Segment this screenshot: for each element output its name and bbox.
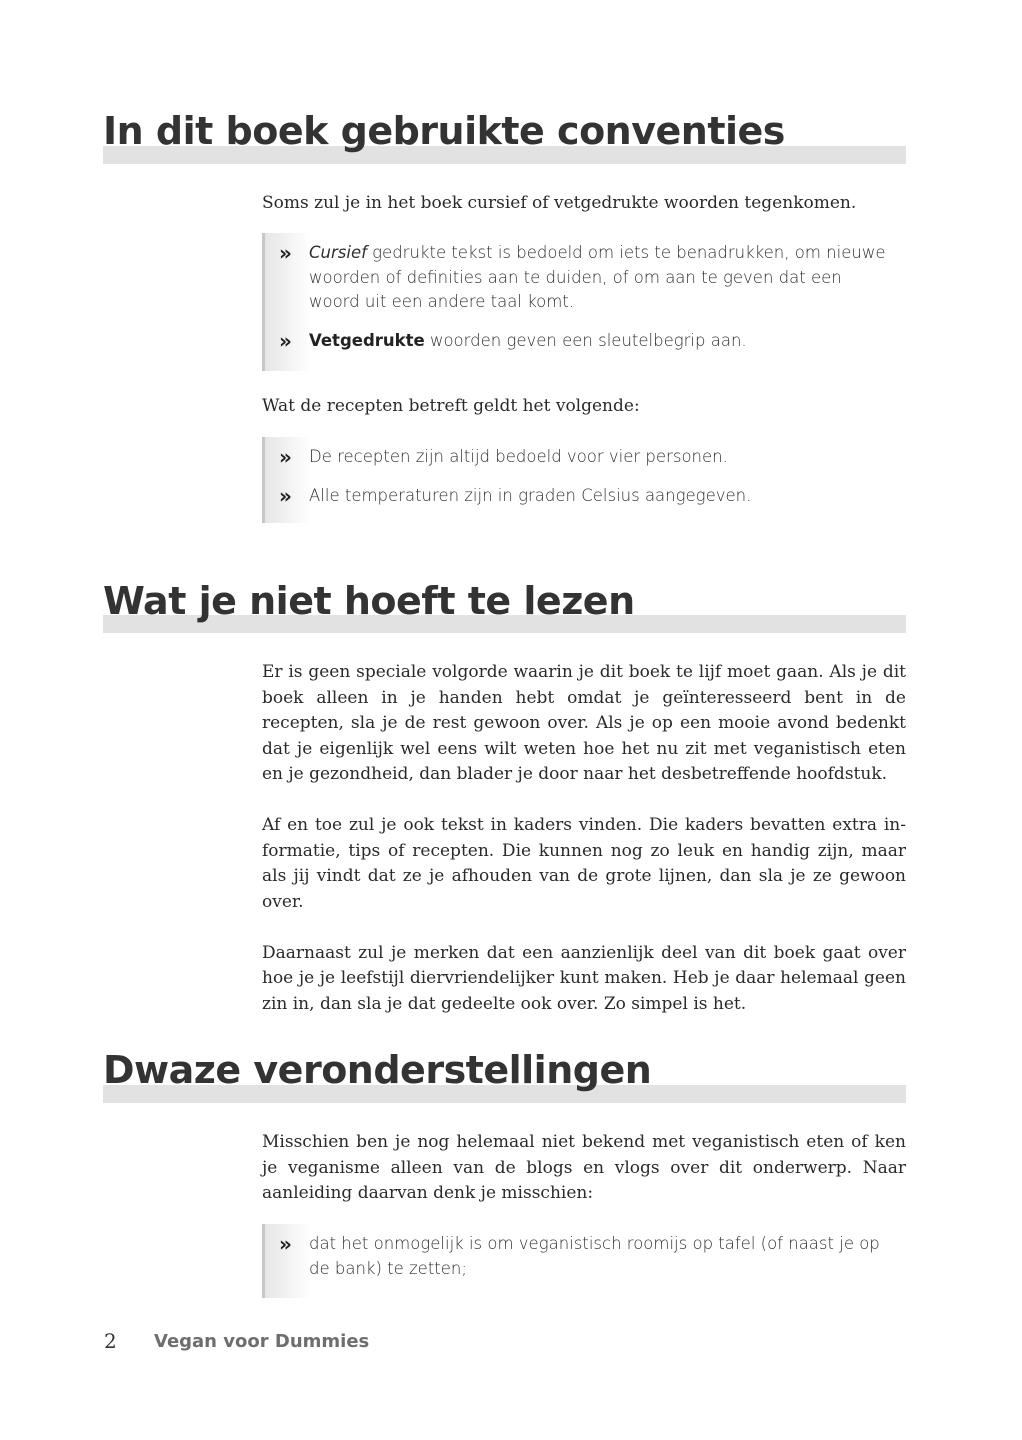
recipes-list	[262, 437, 902, 523]
bold-term: Vetgedrukte	[309, 330, 425, 350]
section-heading-not-to-read: Wat je niet hoeft te lezen	[103, 579, 635, 623]
list-item-text: woorden geven een sleutelbegrip aan.	[424, 330, 747, 350]
page-number: 2	[104, 1329, 117, 1353]
italic-term: Cursief	[309, 243, 367, 262]
assumptions-body	[262, 1130, 906, 1207]
list-item-text: De recepten zijn altijd bedoeld voor vier personen.	[309, 447, 728, 466]
list-item	[265, 1232, 902, 1281]
list-item-text: dat het onmogelijk is om veganistisch roomijs op tafel (of naast je op de bank) te zetten;	[309, 1234, 880, 1278]
list-item-text: gedrukte tekst is bedoeld om iets te benadrukken, om nieuwe woorden of definities aan te duiden, of om aan te geven dat een woord uit een andere taal komt.	[309, 243, 886, 311]
list-item	[265, 445, 902, 470]
section-heading-conventions: In dit boek gebruikte conventies	[103, 109, 785, 153]
section-heading-assumptions: Dwaze veronderstellingen	[103, 1048, 652, 1092]
double-chevron-icon: »	[279, 328, 292, 353]
list-item	[265, 329, 902, 354]
assumptions-list	[262, 1224, 902, 1298]
paragraph: Af en toe zul je ook tekst in kaders vinden. Die kaders bevatten extra informatie, tips of recepten. Die kunnen nog zo leuk en handig zijn, maar als jij vindt dat ze je afhouden van de grote lijnen, dan sla je ze gewoon over.	[262, 815, 906, 912]
not-to-read-body	[262, 660, 906, 1017]
conventions-list	[262, 233, 902, 371]
list-item-text: Alle temperaturen zijn in graden Celsius aangegeven.	[309, 485, 752, 505]
paragraph: Misschien ben je nog helemaal niet bekend met veganistisch eten of ken je veganisme alleen van de blogs en vlogs over dit onderwerp. Naar aanleiding daarvan denk je misschien:	[262, 1132, 906, 1203]
paragraph: Er is geen speciale volgorde waarin je dit boek te lijf moet gaan. Als je dit boek alleen in je handen hebt omdat je geïnteresseerd bent in de recepten, sla je de rest gewoon over. Als je op een mooie avond bedenkt dat je eigenlijk wel eens wilt weten hoe het nu zit met veganistisch eten en je gezondheid, dan blader je door naar het desbetreffende hoofdstuk.	[262, 662, 906, 784]
double-chevron-icon: »	[279, 1232, 292, 1256]
list-item	[265, 484, 902, 509]
paragraph: Daarnaast zul je merken dat een aanzienlijk deel van dit boek gaat over hoe je je leefstijl diervriendelijker kunt maken. Heb je daar helemaal geen zin in, dan sla je dat gedeelte ook over. Zo simpel is het.	[262, 942, 906, 1014]
list-item	[265, 241, 902, 315]
double-chevron-icon: »	[279, 445, 292, 469]
double-chevron-icon: »	[279, 241, 292, 265]
conventions-intro: Soms zul je in het boek cursief of vetgedrukte woorden tegenkomen.	[262, 193, 857, 213]
running-footer-title: Vegan voor Dummies	[154, 1331, 370, 1352]
double-chevron-icon: »	[279, 483, 292, 508]
recipes-intro: Wat de recepten betreft geldt het volgende:	[262, 396, 640, 416]
